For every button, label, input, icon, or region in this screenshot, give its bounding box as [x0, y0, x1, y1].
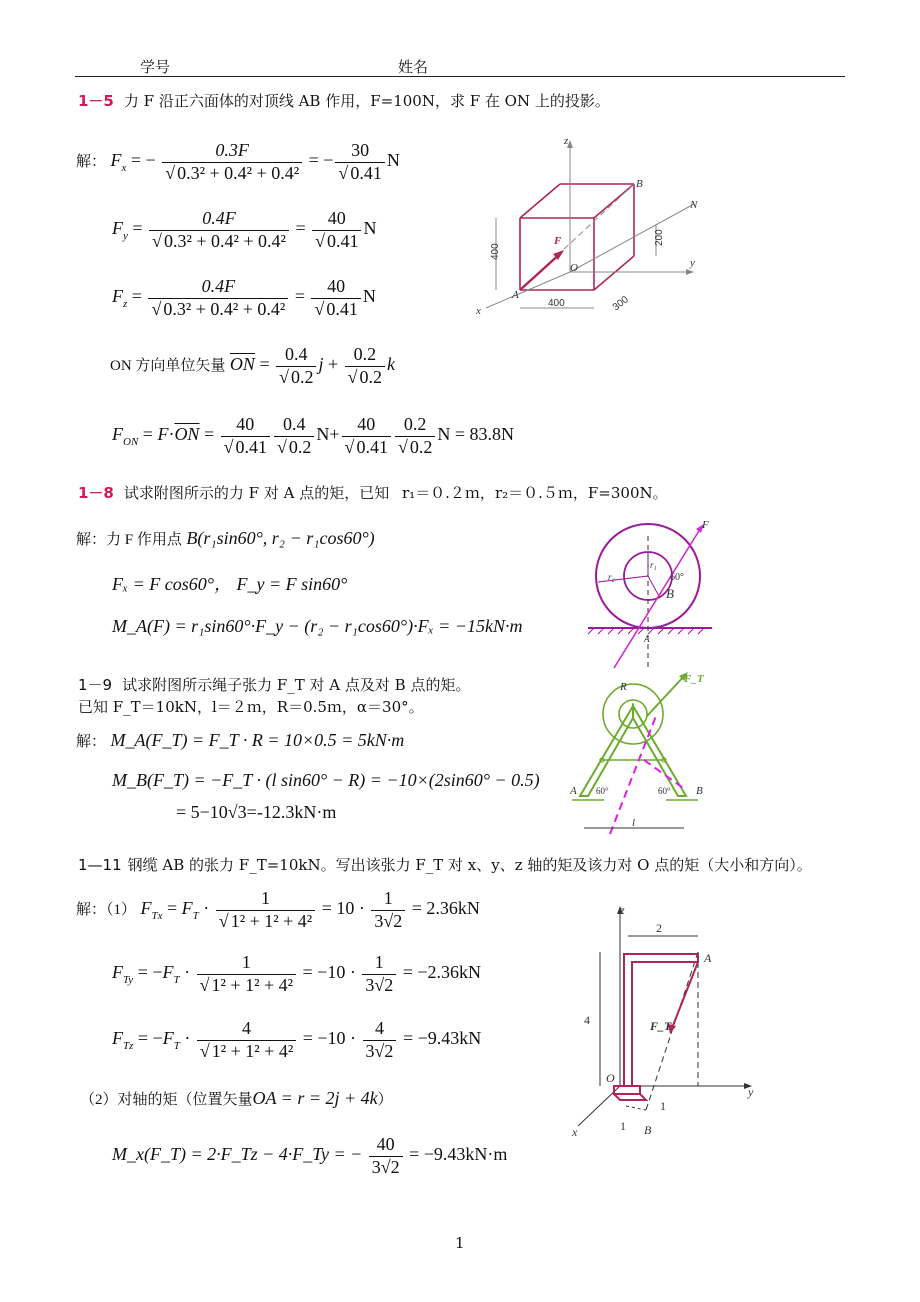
fig-label-dim-2: 2 [656, 921, 662, 935]
fig-label-angle: 60° [670, 572, 684, 583]
fig-label-dim-1a: 1 [660, 1099, 666, 1113]
fig-label-r1: r₁ [650, 560, 657, 570]
fig-label-x: x [476, 305, 481, 317]
problem-number: 1—11 [78, 856, 122, 874]
problem-1-9-title: 1－9 试求附图所示绳子张力 F_T 对 A 点及对 B 点的矩。 [78, 676, 471, 694]
fig-label-r: R [620, 681, 627, 693]
dim-300: 300 [610, 294, 631, 314]
fig-label-z: z [564, 135, 569, 147]
dim-400-horizontal: 400 [548, 298, 565, 309]
figure-cube [466, 132, 716, 322]
eq-1-8-components: Fₓ = F cos60°， F_y = F sin60° [112, 574, 348, 594]
eq-on-unit-vector: ON 方向单位矢量 $\overline{ON}$ = $\frac{0.4}{√ 0.2}$ j + $\frac{0.2}{√ 0.2}$ k [110, 344, 396, 387]
figure-a-frame [566, 666, 716, 842]
eq-ftx: 解：（1） $F_{Tx} = F_T$ · $\frac{1}{\text{√ 1² + 1² + 4²}}$ = 10 · $\frac{1}{3√2}$ = 2.36kN [76, 888, 480, 931]
problem-number: 1－5 [78, 92, 114, 110]
fig-label-a: A [644, 634, 650, 644]
fig-label-x: x [572, 1125, 578, 1139]
eq-fx: 解： $F_x$ = − $\frac{0.3F}{\text{√ 0.3² + 0.4² + 0.4²}}$ = − $\frac{30}{√ 0.41}$ N [76, 140, 400, 183]
fig-label-dim-1b: 1 [620, 1119, 626, 1133]
problem-number: 1－9 [78, 676, 113, 694]
fig-label-b: B [636, 178, 643, 190]
figure-wheel [574, 516, 724, 674]
fig-label-o: O [570, 262, 578, 274]
fig-label-y: y [748, 1085, 754, 1099]
fig-label-z: z [620, 903, 625, 917]
eq-mx: M_x(F_T) = 2·F_Tz − 4·F_Ty = − $\frac{40}{3√2}$ = −9.43kN·m [112, 1134, 508, 1177]
fig-label-f: F [702, 519, 709, 531]
y-axis-arrow-icon [686, 269, 694, 275]
fig-label-o: O [606, 1071, 615, 1085]
fig-label-b: B [666, 586, 674, 601]
fig-label-dim-4: 4 [584, 1013, 590, 1027]
problem-1-8-title: 1－8 试求附图所示的力 F 对 A 点的矩，已知 r₁＝０.２ｍ，r₂＝０.５ｍ，F=300N。 [78, 484, 668, 502]
header-rule [75, 76, 845, 77]
eq-1-9-mb-result: = 5−10√3=-12.3kN·m [176, 802, 337, 822]
eq-1-9-ma: 解： M_A(F_T) = F_T · R = 10×0.5 = 5kN·m [76, 730, 405, 750]
figure-column-cable [566, 900, 766, 1140]
eq-fy: $F_y$ = $\frac{0.4F}{\text{√ 0.3² + 0.4² + 0.4²}}$ = $\frac{40}{√ 0.41}$ N [112, 208, 377, 251]
fig-label-angle-b: 60° [658, 786, 671, 796]
eq-1-8-moment: M_A(F) = r₁sin60°·F_y − (r₂ − r₁cos60°)·Fₓ = −15kN·m [112, 616, 523, 636]
eq-ftz: $F_{Tz} = -F_T$ · $\frac{4}{\text{√ 1² + 1² + 4²}}$ = −10 · $\frac{4}{3√2}$ = −9.43kN [112, 1018, 482, 1061]
fig-label-angle-a: 60° [596, 786, 609, 796]
eq-1-9-mb: M_B(F_T) = −F_T · (l sin60° − R) = −10×(2sin60° − 0.5) [112, 770, 540, 790]
eq-fz: $F_z$ = $\frac{0.4F}{\text{√ 0.3² + 0.4² + 0.4²}}$ = $\frac{40}{√ 0.41}$ N [112, 276, 376, 319]
problem-1-9-given: 已知 F_T＝10kN，l＝２ｍ，R＝0.5ｍ，α＝30°。 [78, 698, 424, 716]
problem-number: 1－8 [78, 484, 114, 502]
eq-position-vector: （2）对轴的矩（位置矢量OA = r = 2j + 4k） [80, 1088, 393, 1108]
problem-statement: 力 F 沿正六面体的对顶线 AB 作用，F=100N，求 F 在 ON 上的投影。 [123, 92, 610, 110]
problem-1-5-title [78, 90, 610, 111]
fig-label-b: B [696, 785, 703, 797]
solve-label: 解： [76, 154, 107, 171]
dim-200: 200 [654, 229, 665, 246]
fig-label-a: A [512, 289, 519, 301]
fig-label-y: y [690, 257, 695, 269]
fig-label-b: B [644, 1123, 652, 1137]
student-name-label: 姓名 [398, 58, 429, 76]
eq-fty: $F_{Ty} = -F_T$ · $\frac{1}{\text{√ 1² + 1² + 4²}}$ = −10 · $\frac{1}{3√2}$ = −2.36kN [112, 952, 482, 995]
eq-f-on: $F_{ON} = F\cdot\overline{ON}$ = $\frac{40}{√ 0.41}$ $\frac{0.4}{√ 0.2}$ N+ $\frac{40}{√ 0.41}$ $\frac{0.2}{√ 0.2}$ N = 83.8N [112, 414, 514, 457]
eq-1-8-point: 解：力 F 作用点 B(r₁sin60°, r₂ − r₁cos60°) [76, 528, 375, 548]
problem-1-11-title: 1—11 钢缆 AB 的张力 F_T=10kN。写出该张力 F_T 对 x、y、z 轴的矩及该力对 O 点的矩（大小和方向）。 [78, 856, 812, 874]
page-number: 1 [455, 1234, 465, 1252]
fig-label-n: N [690, 199, 698, 211]
student-id-label: 学号 [140, 58, 171, 76]
fig-label-ft: F_T [684, 673, 704, 685]
fig-label-r2: r₂ [608, 572, 615, 582]
fig-label-l: l [632, 817, 636, 829]
fig-label-a: A [704, 951, 712, 965]
dim-400-vertical: 400 [490, 243, 501, 260]
fig-label-f: F [554, 235, 562, 247]
fig-label-ft: F_T [650, 1019, 672, 1033]
fig-label-a: A [570, 785, 577, 797]
